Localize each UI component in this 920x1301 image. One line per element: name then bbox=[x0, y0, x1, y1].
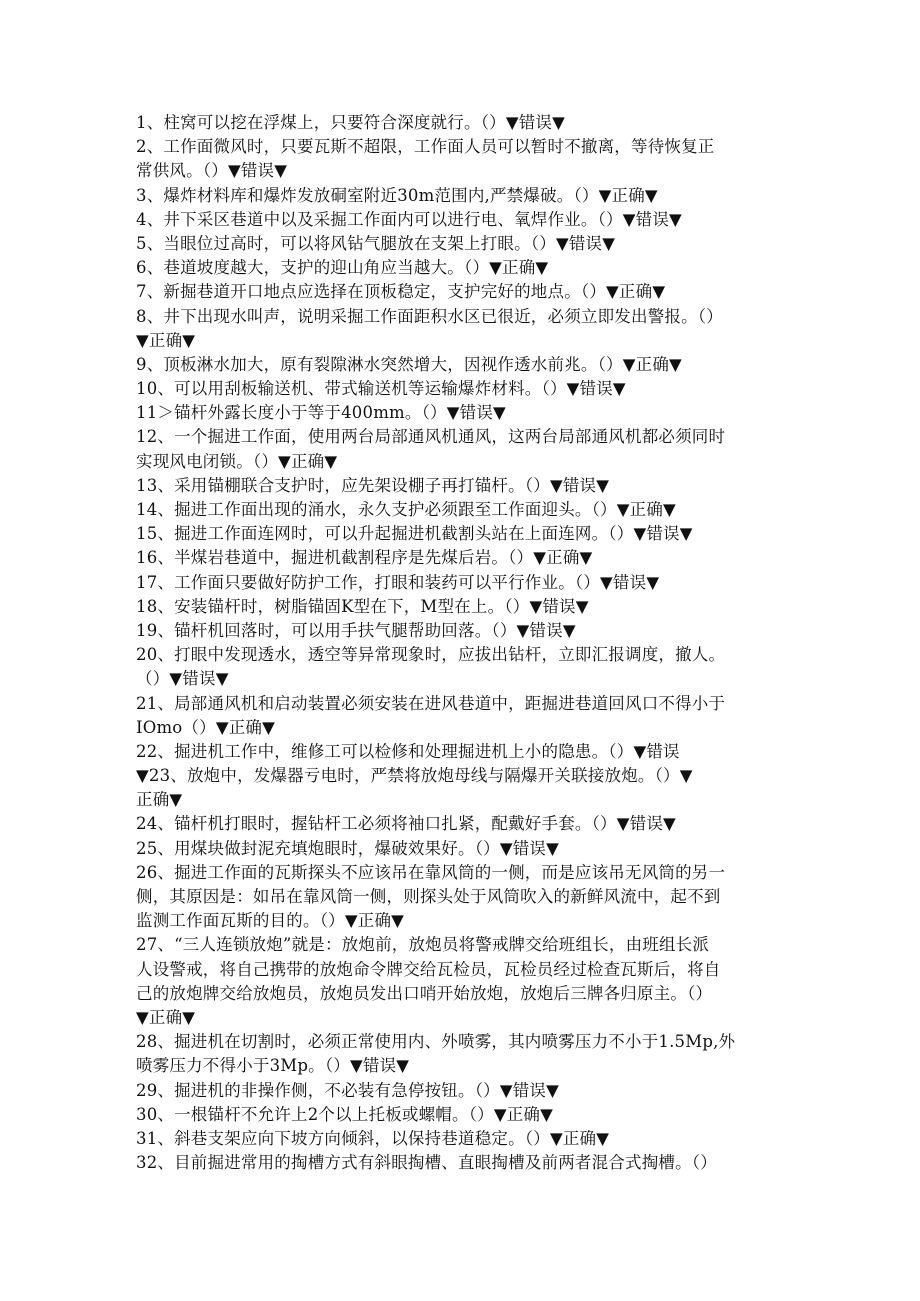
document-body bbox=[136, 111, 800, 1175]
text-line-34: 监测工作面瓦斯的目的。（）▼正确▼ bbox=[136, 911, 405, 931]
text-line-17: 14、掘进工作面出现的涌水，永久支护必须跟至工作面迎头。（）▼正确▼ bbox=[136, 500, 676, 519]
text-line-12: 10、可以用刮板输送机、带式输送机等运输爆炸材料。（）▼错误▼ bbox=[136, 379, 626, 399]
text-line-36: 人设警戒，将自己携带的放炮命令牌交给瓦检员，瓦检员经过检查瓦斯后，将自 bbox=[136, 959, 721, 979]
text-line-4: 3、爆炸材料库和爆炸发放硐室附近30m范围内,严禁爆破。（）▼正确▼ bbox=[136, 185, 658, 205]
text-line-44: 32、目前掘进常用的掏槽方式有斜眼掏槽、直眼掏槽及前两者混合式掏槽。（） bbox=[136, 1153, 717, 1173]
text-line-27: 22、掘进机工作中，维修工可以检修和处理掘进机上小的隐患。（）▼错误 bbox=[136, 741, 680, 761]
text-line-23: 20、打眼中发现透水，透空等异常现象时，应拔出钻杆，立即汇报调度，撤人。 bbox=[136, 645, 726, 665]
text-line-42: 30、一根锚杆不允许上2个以上托板或螺帽。（）▼正确▼ bbox=[136, 1104, 554, 1124]
text-line-11: 9、顶板淋水加大，原有裂隙淋水突然增大，因视作透水前兆。（）▼正确▼ bbox=[136, 354, 682, 374]
text-line-1: 1、柱窝可以挖在浮煤上，只要符合深度就行。（）▼错误▼ bbox=[136, 113, 566, 132]
text-line-35: 27、“三人连锁放炮”就是：放炮前，放炮员将警戒牌交给班组长，由班组长派 bbox=[136, 935, 710, 955]
text-line-32: 26、掘进工作面的瓦斯探头不应该吊在靠风筒的一侧，而是应该吊无风筒的另一 bbox=[136, 862, 726, 882]
text-line-10: ▼正确▼ bbox=[136, 330, 196, 350]
text-line-21: 18、安装锚杆时，树脂锚固K型在下，M型在上。（）▼错误▼ bbox=[136, 596, 589, 616]
text-line-37: 己的放炮牌交给放炮员，放炮员发出口哨开始放炮，放炮后三牌各归原主。（） bbox=[136, 983, 713, 1003]
text-line-18: 15、掘进工作面连网时，可以升起掘进机截割头站在上面连网。（）▼错误▼ bbox=[136, 524, 693, 544]
text-line-33: 侧，其原因是：如吊在靠风筒一侧，则探头处于风筒吹入的新鲜风流中，起不到 bbox=[136, 887, 721, 906]
text-line-2: 2、工作面微风时，只要瓦斯不超限，工作面人员可以暂时不撤离，等待恢复正 bbox=[136, 137, 715, 157]
text-line-39: 28、掘进机在切割时，必须正常使用内、外喷雾，其内喷雾压力不小于1.5Mp,外 bbox=[136, 1032, 736, 1052]
text-line-15: 实现风电闭锁。（）▼正确▼ bbox=[136, 451, 338, 471]
text-line-14: 12、一个掘进工作面，使用两台局部通风机通风，这两台局部通风机都必须同时 bbox=[136, 427, 726, 447]
text-line-9: 8、井下出现水叫声，说明采掘工作面距积水区已很近，必须立即发出警报。（） bbox=[136, 306, 723, 326]
text-line-16: 13、采用锚棚联合支护时，应先架设棚子再打锚杆。（）▼错误▼ bbox=[136, 475, 610, 495]
text-line-31: 25、用煤块做封泥充填炮眼时，爆破效果好。（）▼错误▼ bbox=[136, 838, 560, 858]
text-line-43: 31、斜巷支架应向下坡方向倾斜，以保持巷道稳定。（）▼正确▼ bbox=[136, 1128, 610, 1148]
text-line-24: （）▼错误▼ bbox=[136, 669, 229, 689]
text-line-3: 常供风。（）▼错误▼ bbox=[136, 161, 288, 181]
text-line-41: 29、掘进机的非操作侧，不必装有急停按钮。（）▼错误▼ bbox=[136, 1080, 560, 1100]
text-line-5: 4、井下采区巷道中以及采掘工作面内可以进行电、氧焊作业。（）▼错误▼ bbox=[136, 209, 682, 229]
text-line-8: 7、新掘巷道开口地点应选择在顶板稳定，支护完好的地点。（）▼正确▼ bbox=[136, 282, 666, 302]
text-line-28: ▼23、放炮中，发爆器亏电时，严禁将放炮母线与隔爆开关联接放炮。（）▼ bbox=[136, 766, 693, 786]
text-line-22: 19、锚杆机回落时，可以用手扶气腿帮助回落。（）▼错误▼ bbox=[136, 620, 576, 640]
text-line-20: 17、工作面只要做好防护工作，打眼和装药可以平行作业。（）▼错误▼ bbox=[136, 572, 660, 592]
text-line-26: IOmo（）▼正确▼ bbox=[136, 717, 276, 737]
text-line-40: 喷雾压力不得小于3Mp。（）▼错误▼ bbox=[136, 1056, 410, 1076]
text-line-38: ▼正确▼ bbox=[136, 1007, 196, 1027]
text-line-6: 5、当眼位过高时，可以将风钻气腿放在支架上打眼。（）▼错误▼ bbox=[136, 233, 616, 253]
text-line-19: 16、半煤岩巷道中，掘进机截割程序是先煤后岩。（）▼正确▼ bbox=[136, 548, 593, 568]
text-line-25: 21、局部通风机和启动装置必须安装在进风巷道中，距掘进巷道回风口不得小于 bbox=[136, 693, 726, 713]
text-line-29: 正确▼ bbox=[136, 790, 183, 810]
text-line-13: 11＞锚杆外露长度小于等于400mm。（）▼错误▼ bbox=[136, 403, 506, 423]
text-line-7: 6、巷道坡度越大，支护的迎山角应当越大。（）▼正确▼ bbox=[136, 258, 549, 278]
text-line-30: 24、锚杆机打眼时，握钻杆工必须将袖口扎紧，配戴好手套。（）▼错误▼ bbox=[136, 814, 676, 834]
